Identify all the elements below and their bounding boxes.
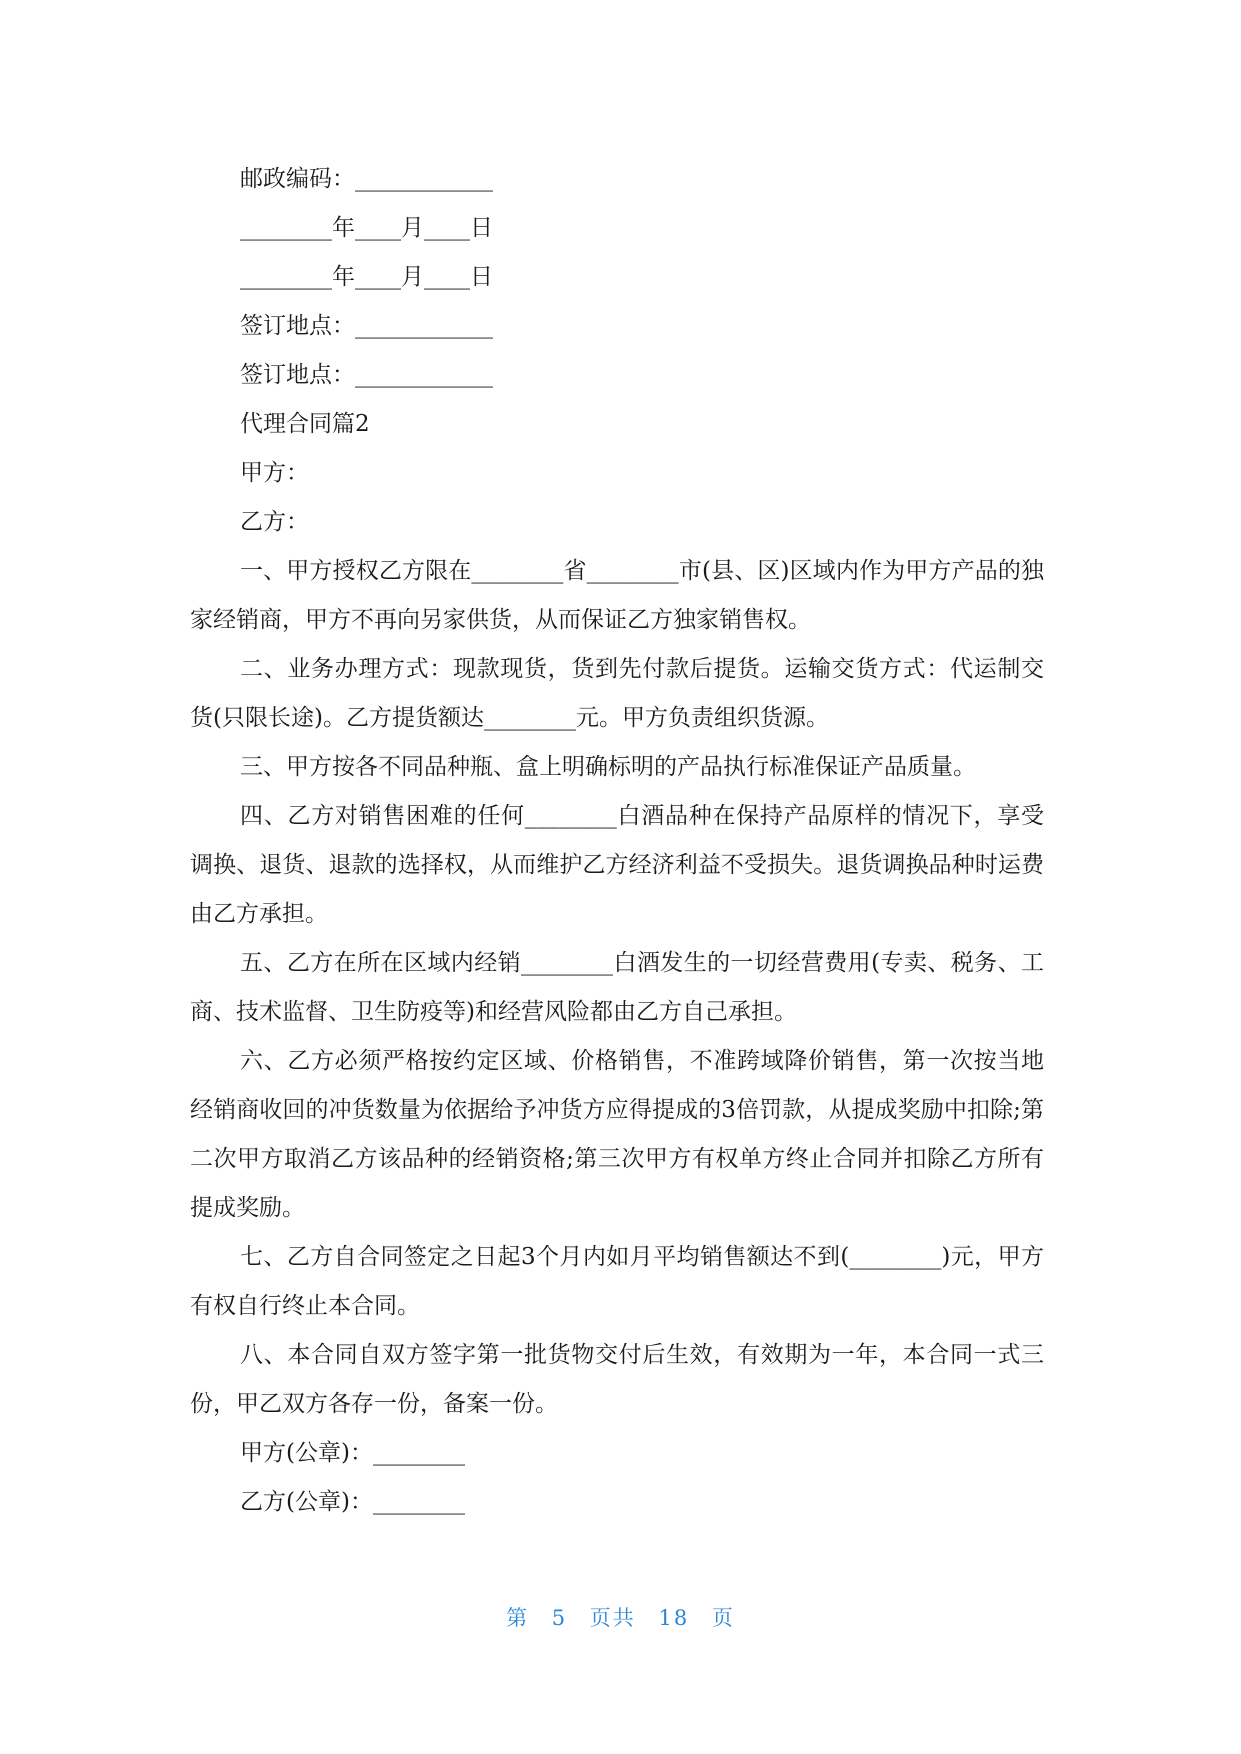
clause-8: 八、本合同自双方签字第一批货物交付后生效，有效期为一年，本合同一式三份，甲乙双方各存一份，备案一份。 (190, 1342, 1044, 1417)
section-title: 代理合同篇2 (240, 411, 370, 437)
clause-6: 六、乙方必须严格按约定区域、价格销售，不准跨域降价销售，第一次按当地经销商收回的冲货数量为依据给予冲货方应得提成的3倍罚款，从提成奖励中扣除;第二次甲方取消乙方该品种的经销资格;第三次甲方有权单方终止合同并扣除乙方所有提成奖励。 (190, 1048, 1044, 1221)
party-a-seal-line: 甲方(公章)：________ (240, 1440, 465, 1466)
document-page (190, 155, 1044, 1527)
clause-2: 二、业务办理方式：现款现货，货到先付款后提货。运输交货方式：代运制交货(只限长途)。乙方提货额达________元。甲方负责组织货源。 (190, 656, 1044, 731)
clause-7: 七、乙方自合同签定之日起3个月内如月平均销售额达不到(________)元，甲方有权自行终止本合同。 (190, 1244, 1044, 1319)
clause-4: 四、乙方对销售困难的任何________白酒品种在保持产品原样的情况下，享受调换、退货、退款的选择权，从而维护乙方经济利益不受损失。退货调换品种时运费由乙方承担。 (190, 803, 1044, 927)
clause-5: 五、乙方在所在区域内经销________白酒发生的一切经营费用(专卖、税务、工商、技术监督、卫生防疫等)和经营风险都由乙方自己承担。 (190, 950, 1044, 1025)
clause-1: 一、甲方授权乙方限在________省________市(县、区)区域内作为甲方产品的独家经销商，甲方不再向另家供货，从而保证乙方独家销售权。 (190, 558, 1044, 633)
page-number-footer: 第 5 页共 18 页 (506, 1606, 735, 1630)
clause-3: 三、甲方按各不同品种瓶、盒上明确标明的产品执行标准保证产品质量。 (240, 754, 976, 780)
date-line-1: ________年____月____日 (240, 215, 493, 241)
date-line-2: ________年____月____日 (240, 264, 493, 290)
postal-code-line: 邮政编码：____________ (240, 166, 493, 192)
party-a-label: 甲方： (240, 460, 309, 486)
party-b-label: 乙方： (240, 509, 309, 535)
signing-place-line-1: 签订地点：____________ (240, 313, 493, 339)
signing-place-line-2: 签订地点：____________ (240, 362, 493, 388)
party-b-seal-line: 乙方(公章)：________ (240, 1489, 465, 1515)
